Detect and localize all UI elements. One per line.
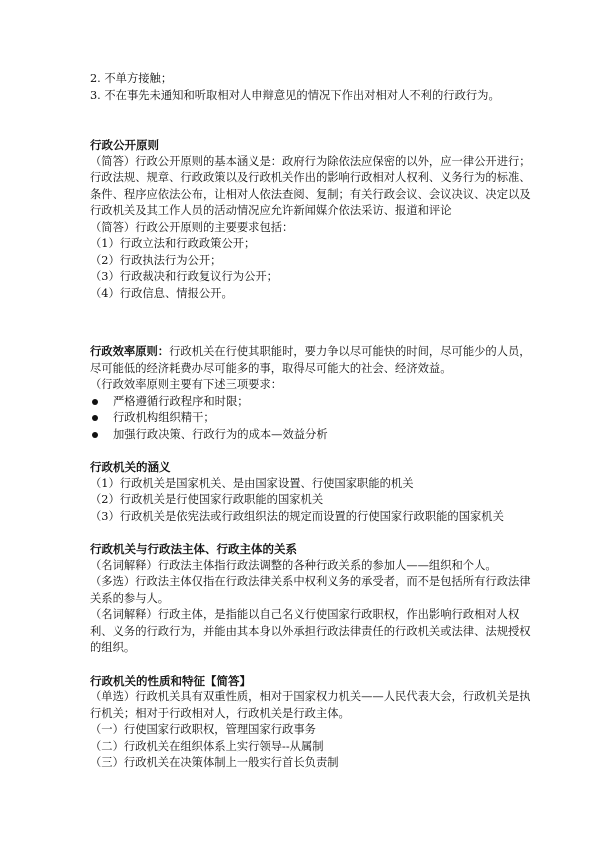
bullet-icon bbox=[92, 399, 98, 405]
section-heading-relation: 行政机关与行政法主体、行政主体的关系 bbox=[90, 542, 297, 556]
section-heading-meaning: 行政机关的涵义 bbox=[90, 460, 171, 474]
bullet-item bbox=[90, 410, 535, 427]
list-item: （4）行政信息、情报公开。 bbox=[90, 286, 233, 300]
section-heading-efficiency: 行政效率原则： bbox=[90, 345, 170, 358]
paragraph: （单选）行政机关具有双重性质，相对于国家权力机关——人民代表大会，行政机关是执行机关；相对于行政相对人，行政机关是行政主体。 bbox=[90, 690, 531, 720]
section-heading-publicity: 行政公开原则 bbox=[90, 138, 159, 152]
list-item: （三）行政机关在决策体制上一般实行首长负责制 bbox=[90, 756, 339, 769]
paragraph: （名词解释）行政法主体指行政法调整的各种行政关系的参加人——组织和个人。 bbox=[90, 558, 497, 572]
list-item: （3）行政裁决和行政复议行为公开； bbox=[90, 270, 278, 283]
text-line: 3. 不在事先未通知和听取相对人申辩意见的情况下作出对相对人不利的行政行为。 bbox=[90, 88, 500, 102]
list-item: （二）行政机关在组织体系上实行领导--从属制 bbox=[90, 739, 324, 753]
paragraph: （行政效率原则主要有下述三项要求： bbox=[90, 378, 283, 391]
list-item: （2）行政执法行为公开； bbox=[90, 253, 222, 267]
bullet-item bbox=[90, 394, 535, 411]
bullet-text: 行政机构组织精干； bbox=[113, 411, 215, 424]
list-item: （1）行政机关是国家机关、是由国家设置、行使国家职能的机关 bbox=[90, 476, 414, 490]
paragraph: （简答）行政公开原则的主要要求包括： bbox=[90, 220, 294, 234]
bullet-text: 严格遵循行政程序和时限； bbox=[113, 394, 249, 408]
section-heading-nature: 行政机关的性质和特征【简答】 bbox=[90, 673, 251, 688]
bullet-icon bbox=[92, 415, 98, 421]
bullet-icon bbox=[92, 432, 98, 438]
list-item: （1）行政立法和行政政策公开； bbox=[90, 237, 256, 250]
paragraph: （简答）行政公开原则的基本涵义是：政府行为除依法应保密的以外，应一律公开进行；行政法规、规章、行政政策以及行政机关作出的影响行政相对人权利、义务行为的标准、条件、程序应依法公布，让相对人依法查阅、复制；有关行政会议、会议决议、决定以及行政机关及其工作人员的活动情况应允许新闻媒介依法采访、报道和评论 bbox=[90, 154, 531, 217]
document-page bbox=[90, 71, 535, 772]
bullet-item bbox=[90, 427, 535, 444]
list-item: （2）行政机关是行使国家行政职能的国家机关 bbox=[90, 493, 324, 506]
bullet-text: 加强行政决策、行政行为的成本—效益分析 bbox=[113, 427, 328, 441]
list-item: （一）行使国家行政职权，管理国家行政事务 bbox=[90, 723, 316, 736]
paragraph-text: 行政机关在行使其职能时，要力争以尽可能快的时间，尽可能少的人员，尽可能低的经济耗费办尽可能多的事，取得尽可能大的社会、经济效益。 bbox=[90, 345, 531, 375]
paragraph-efficiency bbox=[90, 344, 535, 377]
paragraph: （多选）行政法主体仅指在行政法律关系中权利义务的承受者，而不是包括所有行政法律关系的参与人。 bbox=[90, 575, 531, 605]
text-line: 2. 不单方接触； bbox=[90, 72, 173, 85]
list-item: （3）行政机关是依宪法或行政组织法的规定而设置的行使国家行政职能的国家机关 bbox=[90, 509, 504, 523]
paragraph: （名词解释）行政主体，是指能以自己名义行使国家行政职权，作出影响行政相对人权利、义务的行政行为，并能由其本身以外承担行政法律责任的行政机关或法律、法规授权的组织。 bbox=[90, 608, 531, 654]
